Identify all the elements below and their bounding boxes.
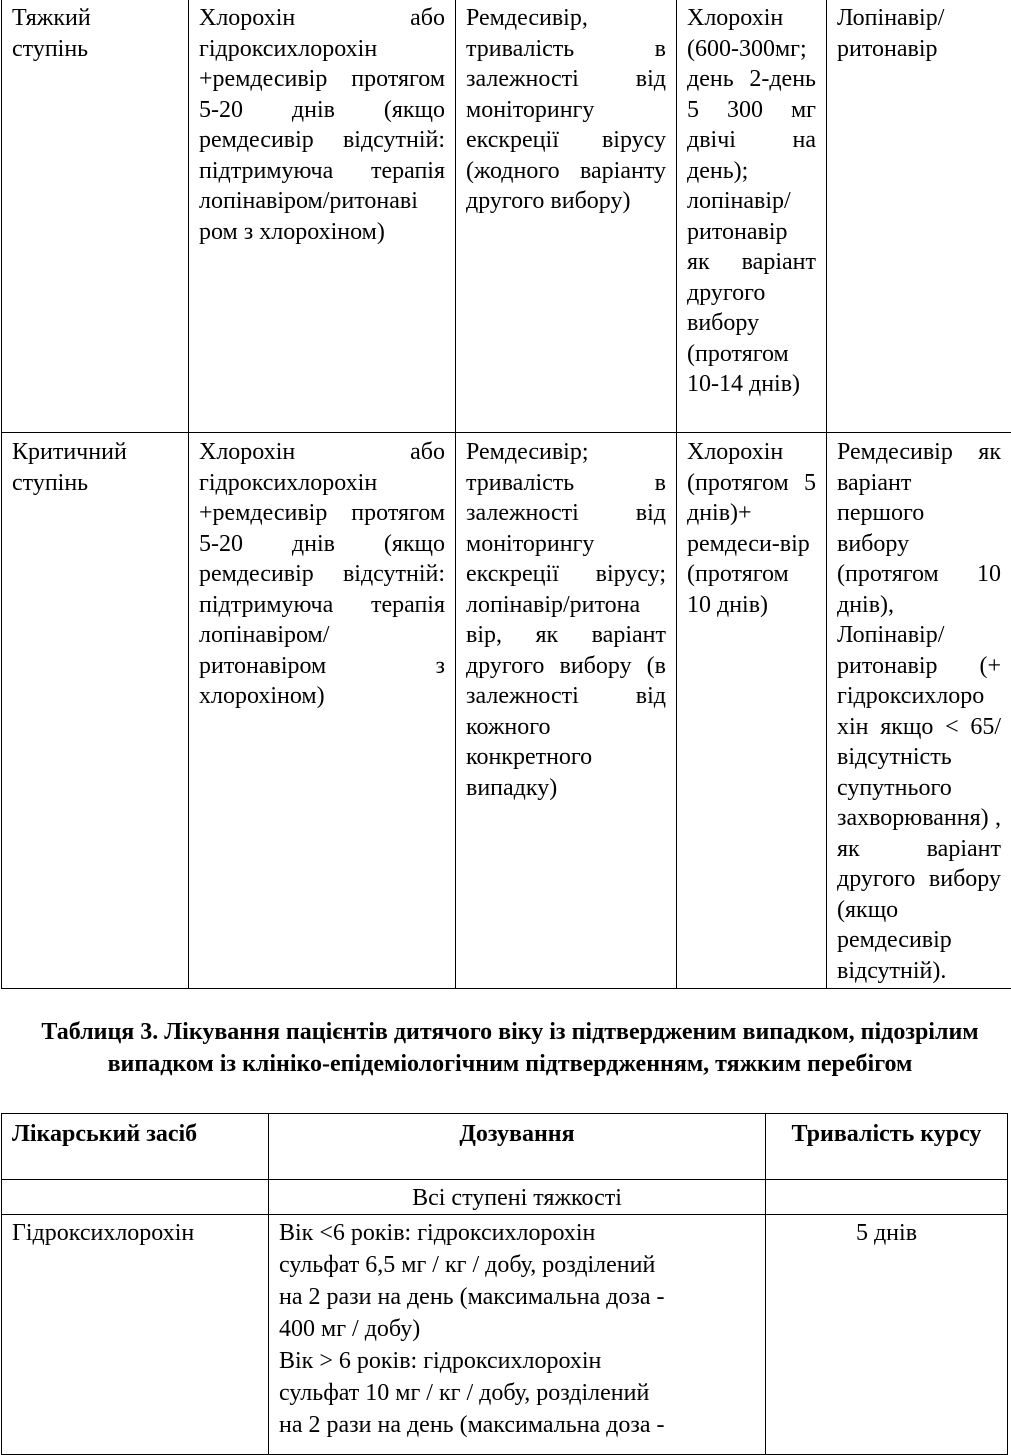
- treatment-text: Ремдесивір, тривалість в залежності від моніторингу екскреції вірусу (жодного варіанту другого вибору): [466, 5, 666, 214]
- severity-label: Тяжкий ступінь: [12, 5, 91, 62]
- dosage-line: Вік <6 років: гідроксихлорохін: [279, 1217, 755, 1249]
- treatment-text: Хлорохін (протягом 5 днів)+ ремдеси-вір (протягом 10 днів): [687, 439, 816, 618]
- dosage-line: 400 мг / добу): [279, 1313, 755, 1345]
- table-row-critical: [2, 433, 1011, 989]
- dosage-line: Вік > 6 років: гідроксихлорохін: [279, 1345, 755, 1377]
- treatment-text: Хлорохін (600-300мг; день 2-день 5 300 мг двічі на день); лопінавір/ ритонавір як варіант другого вибору (протягом 10-14 днів): [687, 5, 816, 397]
- treatment-cell: [827, 433, 1011, 989]
- treatment-cell: [677, 433, 827, 989]
- treatment-cell: [677, 0, 827, 433]
- header-dosage: Дозування: [269, 1114, 766, 1180]
- treatment-text: Хлорохін або гідроксихлорохін +ремдесивір протягом 5-20 днів (якщо ремдесивір відсутній: підтримуюча терапія лопінавіром/ритонаві ром з хлорохіном): [199, 5, 445, 245]
- treatment-cell: [456, 433, 677, 989]
- treatment-text: Хлорохін або гідроксихлорохін +ремдесивір протягом 5-20 днів (якщо ремдесивір відсутній: підтримуюча терапія лопінавіром/ ритонавіром з хлорохіном): [199, 439, 445, 709]
- table-row-hydroxychloroquine: [2, 1215, 1008, 1455]
- dosage-line: сульфат 6,5 мг / кг / добу, розділений: [279, 1249, 755, 1281]
- treatment-text: Ремдесивір; тривалість в залежності від моніторингу екскреції вірусу; лопінавір/ритона вір, як варіант другого вибору (в залежності від кожного конкретного випадку): [466, 439, 666, 801]
- treatment-text: Лопінавір/ ритонавір: [837, 5, 944, 62]
- header-drug: Лікарський засіб: [2, 1114, 269, 1180]
- table-caption: Таблиця 3. Лікування пацієнтів дитячого віку із підтвердженим випадком, підозрілим випадком із клініко-епідеміологічним підтвердженням, тяжким перебігом: [20, 1016, 1000, 1080]
- header-duration: Тривалість курсу: [766, 1114, 1008, 1180]
- treatment-cell: [189, 433, 456, 989]
- treatment-table-continuation: [1, 0, 1011, 989]
- severity-cell: [2, 433, 189, 989]
- dosage-cell: [269, 1215, 766, 1455]
- table-row-all-degrees: [2, 1180, 1008, 1215]
- empty-cell: [766, 1180, 1008, 1215]
- duration-value: 5 днів: [766, 1215, 1008, 1455]
- pediatric-treatment-table: [1, 1113, 1008, 1455]
- empty-cell: [2, 1180, 269, 1215]
- all-degrees-label: Всі ступені тяжкості: [269, 1180, 766, 1215]
- dosage-line: на 2 рази на день (максимальна доза -: [279, 1409, 755, 1441]
- severity-cell: [2, 0, 189, 433]
- drug-name: Гідроксихлорохін: [2, 1215, 269, 1455]
- table-header-row: [2, 1114, 1008, 1180]
- dosage-line: на 2 рази на день (максимальна доза -: [279, 1281, 755, 1313]
- treatment-text: Ремдесивір як варіант першого вибору (протягом 10 днів), Лопінавір/ ритонавір (+ гідроксихлоро хін якщо < 65/відсутність супутнього захворювання) , як варіант другого вибору (якщо ремдесивір відсутній).: [837, 439, 1001, 984]
- table-row-severe: [2, 0, 1011, 433]
- treatment-cell: [189, 0, 456, 433]
- dosage-line: сульфат 10 мг / кг / добу, розділений: [279, 1377, 755, 1409]
- treatment-cell: [456, 0, 677, 433]
- treatment-cell: [827, 0, 1011, 433]
- severity-label: Критичний ступінь: [12, 439, 127, 496]
